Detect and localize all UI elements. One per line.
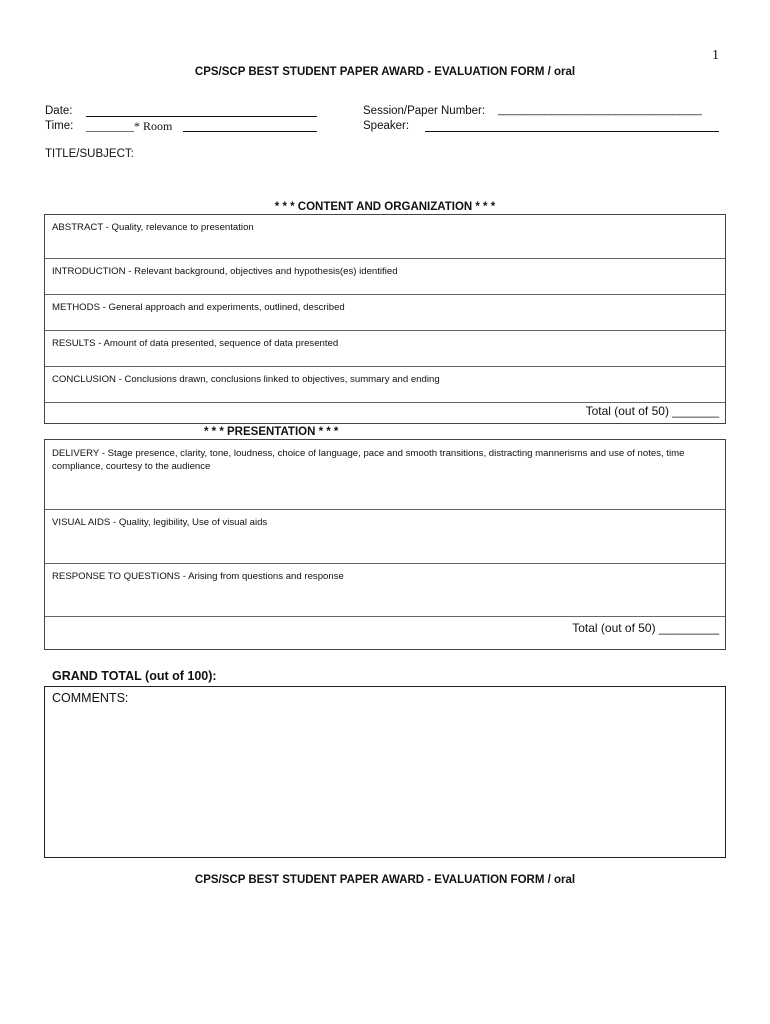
content-section-box bbox=[44, 214, 726, 424]
footer-title: CPS/SCP BEST STUDENT PAPER AWARD - EVALUATION FORM / oral bbox=[194, 874, 576, 886]
session-field[interactable]: ___________________________________ bbox=[498, 104, 702, 116]
comments-label: COMMENTS: bbox=[52, 691, 129, 705]
content-total[interactable]: Total (out of 50) _______ bbox=[585, 404, 719, 418]
session-label: Session/Paper Number: bbox=[363, 105, 486, 117]
row-introduction[interactable] bbox=[45, 259, 725, 295]
form-title: CPS/SCP BEST STUDENT PAPER AWARD - EVALUATION FORM / oral bbox=[194, 66, 576, 78]
speaker-label: Speaker: bbox=[363, 120, 410, 132]
row-methods-text: METHODS - General approach and experiments, outlined, described bbox=[52, 302, 345, 313]
row-methods[interactable] bbox=[45, 295, 725, 331]
date-label: Date: bbox=[45, 105, 73, 117]
row-introduction-text: INTRODUCTION - Relevant background, objectives and hypothesis(es) identified bbox=[52, 266, 398, 277]
page-number: 1 bbox=[712, 48, 719, 63]
row-results-text: RESULTS - Amount of data presented, sequence of data presented bbox=[52, 338, 339, 349]
speaker-field[interactable] bbox=[425, 119, 719, 132]
row-abstract-text: ABSTRACT - Quality, relevance to presentation bbox=[52, 222, 254, 233]
row-visual-aids-text: VISUAL AIDS - Quality, legibility, Use of visual aids bbox=[52, 517, 268, 528]
title-subject-label: TITLE/SUBJECT: bbox=[45, 148, 134, 160]
row-delivery-text: DELIVERY - Stage presence, clarity, tone, loudness, choice of language, pace and smooth transitions, distracting mannerisms and use of notes, time compliance, courtesy to the audience bbox=[52, 448, 685, 472]
row-results[interactable] bbox=[45, 331, 725, 367]
row-conclusion-text: CONCLUSION - Conclusions drawn, conclusions linked to objectives, summary and ending bbox=[52, 374, 440, 385]
content-section-heading: * * * CONTENT AND ORGANIZATION * * * bbox=[274, 201, 496, 213]
comments-box[interactable] bbox=[44, 686, 726, 858]
time-label: Time: bbox=[45, 120, 74, 132]
presentation-section-box bbox=[44, 439, 726, 650]
row-visual-aids[interactable] bbox=[45, 510, 725, 564]
row-response[interactable] bbox=[45, 564, 725, 617]
room-field[interactable] bbox=[183, 119, 317, 132]
date-field[interactable] bbox=[86, 104, 317, 117]
grand-total-label: GRAND TOTAL (out of 100): bbox=[52, 669, 217, 683]
row-abstract[interactable] bbox=[45, 215, 725, 259]
row-delivery[interactable] bbox=[45, 440, 725, 510]
presentation-total[interactable]: Total (out of 50) _________ bbox=[572, 621, 719, 635]
presentation-section-heading: * * * PRESENTATION * * * bbox=[204, 426, 339, 438]
time-room-field[interactable]: ________* Room bbox=[86, 119, 173, 133]
row-conclusion[interactable] bbox=[45, 367, 725, 403]
row-response-text: RESPONSE TO QUESTIONS - Arising from questions and response bbox=[52, 571, 344, 582]
